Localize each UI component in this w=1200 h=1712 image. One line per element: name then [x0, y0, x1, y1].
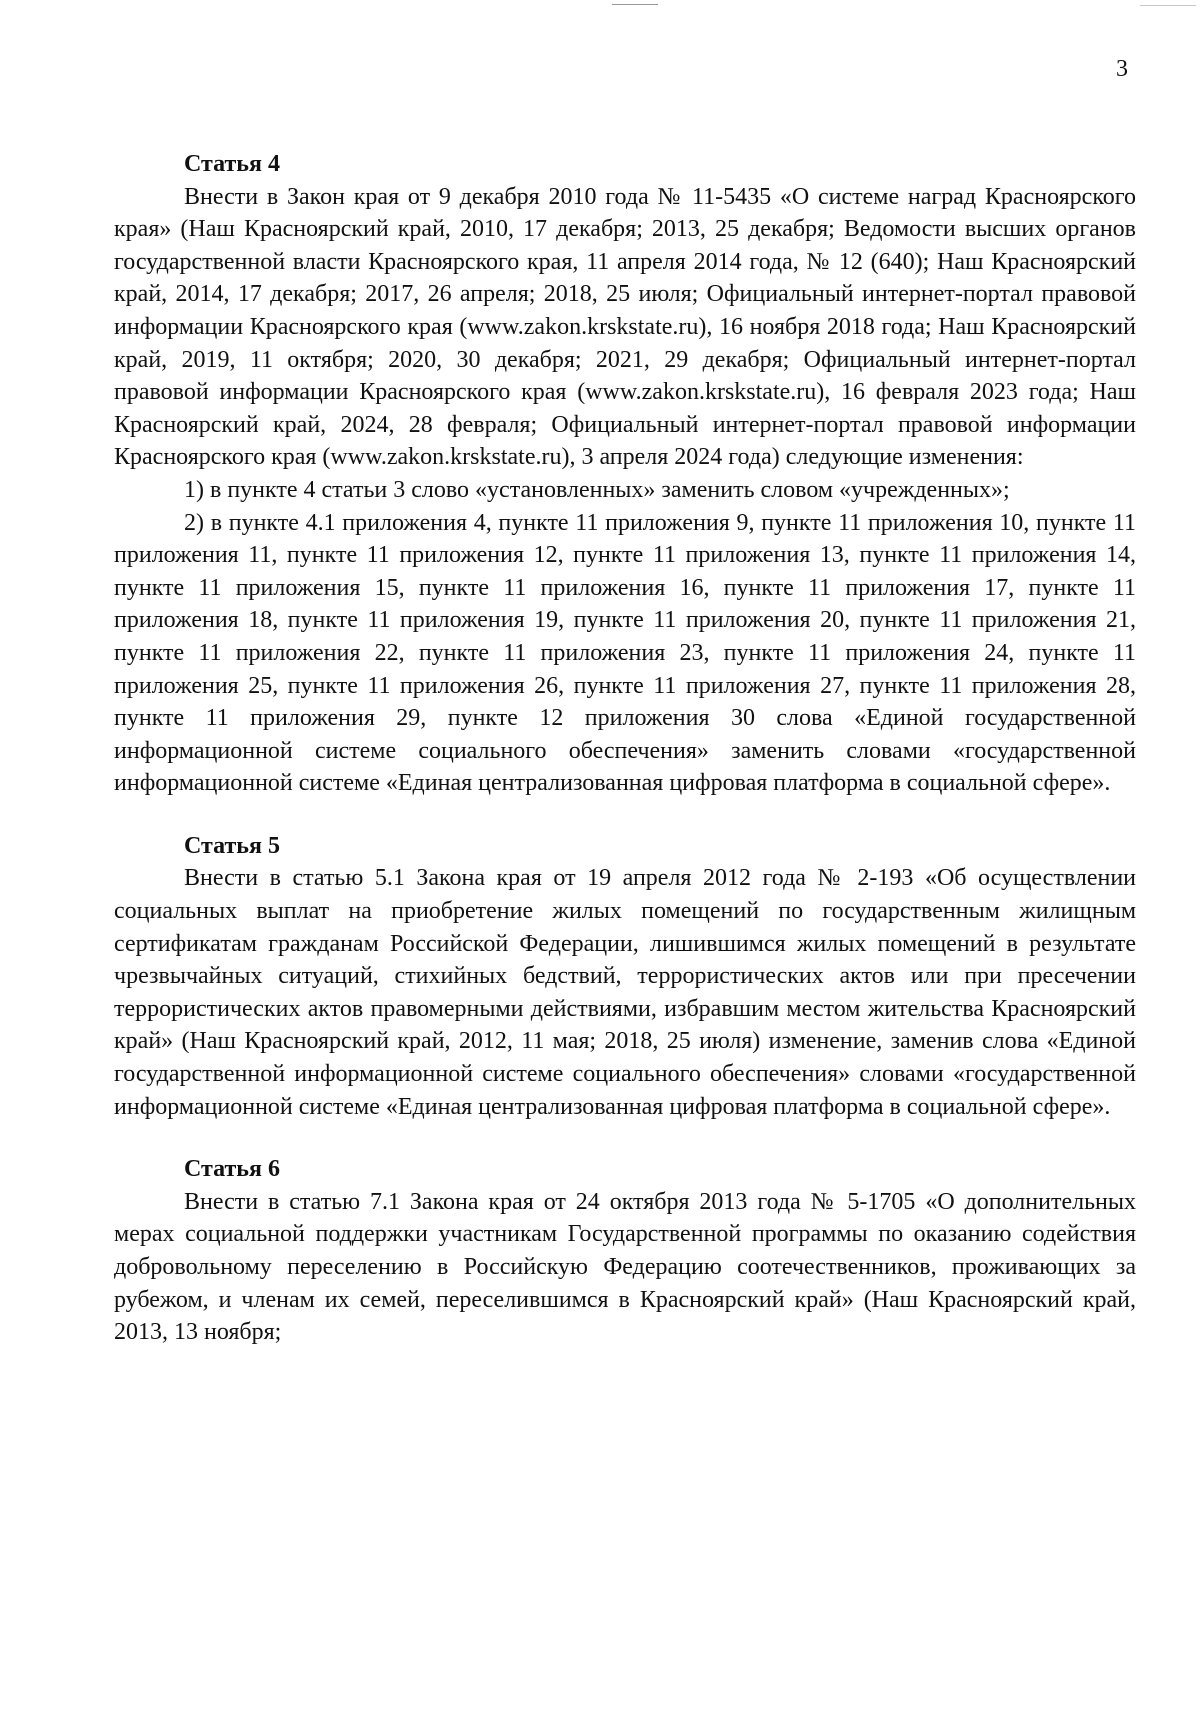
- document-body: [114, 148, 1136, 1379]
- article-6: [114, 1153, 1136, 1349]
- paragraph: Внести в статью 7.1 Закона края от 24 октября 2013 года № 5-1705 «О дополнительных мерах социальной поддержки участникам Государственной программы по оказанию содействия добровольному переселению в Российскую Федерацию соотечественников, проживающих за рубежом, и членам их семей, переселившимся в Красноярский край» (Наш Красноярский край, 2013, 13 ноября;: [114, 1188, 1136, 1346]
- article-title: Статья 6: [184, 1156, 280, 1183]
- article-title: Статья 5: [184, 832, 280, 859]
- article-title: Статья 4: [184, 151, 280, 177]
- paragraph: 1) в пункте 4 статьи 3 слово «установленных» заменить словом «учрежденных»;: [184, 476, 1010, 503]
- scan-artifact-top-right: [1140, 5, 1196, 6]
- page-number: 3: [1116, 56, 1128, 82]
- article-4: [114, 148, 1136, 800]
- paragraph: Внести в Закон края от 9 декабря 2010 года № 11-5435 «О системе наград Красноярского края» (Наш Красноярский край, 2010, 17 декабря; 2013, 25 декабря; Ведомости высших органов государственной власти Красноярского края, 11 апреля 2014 года, № 12 (640); Наш Красноярский край, 2014, 17 декабря; 2017, 26 апреля; 2018, 25 июля; Официальный интернет-портал правовой информации Красноярского края (www.zakon.krskstate.ru), 16 ноября 2018 года; Наш Красноярский край, 2019, 11 октября; 2020, 30 декабря; 2021, 29 декабря; Официальный интернет-портал правовой информации Красноярского края (www.zakon.krskstate.ru), 16 февраля 2023 года; Наш Красноярский край, 2024, 28 февраля; Официальный интернет-портал правовой информации Красноярского края (www.zakon.krskstate.ru), 3 апреля 2024 года) следующие изменения:: [114, 183, 1136, 471]
- paragraph: 2) в пункте 4.1 приложения 4, пункте 11 приложения 9, пункте 11 приложения 10, пункте 11 приложения 11, пункте 11 приложения 12, пункте 11 приложения 13, пункте 11 приложения 14, пункте 11 приложения 15, пункте 11 приложения 16, пункте 11 приложения 17, пункте 11 приложения 18, пункте 11 приложения 19, пункте 11 приложения 20, пункте 11 приложения 21, пункте 11 приложения 22, пункте 11 приложения 23, пункте 11 приложения 24, пункте 11 приложения 25, пункте 11 приложения 26, пункте 11 приложения 27, пункте 11 приложения 28, пункте 11 приложения 29, пункте 12 приложения 30 слова «Единой государственной информационной системе социального обеспечения» заменить словами «государственной информационной системе «Единая централизованная цифровая платформа в социальной сфере».: [114, 509, 1136, 797]
- paragraph: Внести в статью 5.1 Закона края от 19 апреля 2012 года № 2-193 «Об осуществлении социальных выплат на приобретение жилых помещений по государственным жилищным сертификатам гражданам Российской Федерации, лишившимся жилых помещений в результате чрезвычайных ситуаций, стихийных бедствий, террористических актов или при пресечении террористических актов правомерными действиями, избравшим местом жительства Красноярский край» (Наш Красноярский край, 2012, 11 мая; 2018, 25 июля) изменение, заменив слова «Единой государственной информационной системе социального обеспечения» словами «государственной информационной системе «Единая централизованная цифровая платформа в социальной сфере».: [114, 865, 1136, 1120]
- scan-artifact-top: [612, 4, 658, 5]
- article-5: [114, 830, 1136, 1123]
